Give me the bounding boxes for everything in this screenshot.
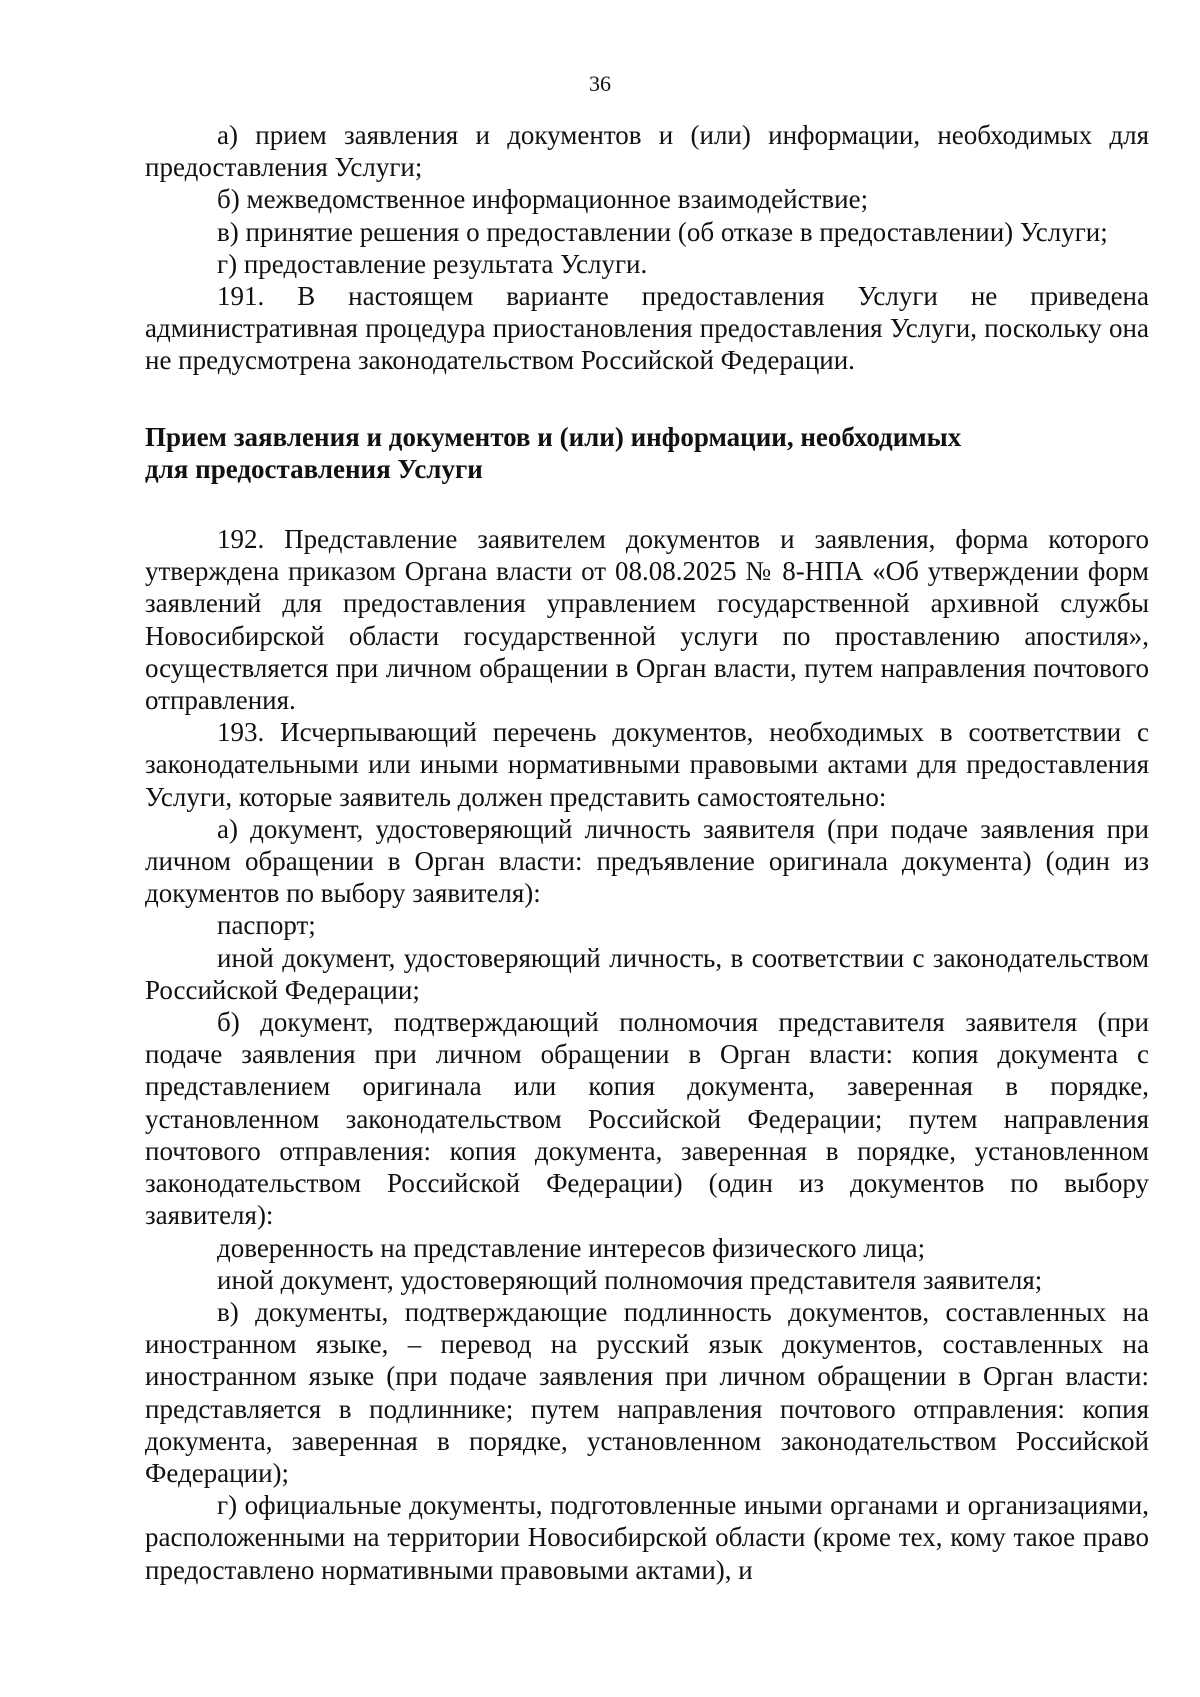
paragraph-192: 192. Представление заявителем документов и заявления, форма которого утверждена приказом Органа власти от 08.08.2025 № 8-НПА «Об утверждении форм заявлений для предоставления управлением государственной архивной службы Новосибирской области государственной услуги по проставлению апостиля», осуществляется при личном обращении в Орган власти, путем направления почтового отправления. (145, 524, 1149, 716)
section-heading (145, 421, 1149, 485)
paragraph-193-item-g: г) официальные документы, подготовленные иными органами и организациями, расположенными на территории Новосибирской области (кроме тех, кому такое право предоставлено нормативными правовыми актами), и (145, 1490, 1149, 1585)
paragraph-passport: паспорт; (217, 910, 316, 941)
section-heading-line-2: для предоставления Услуги (145, 453, 483, 484)
paragraph-193-item-v: в) документы, подтверждающие подлинность документов, составленных на иностранном языке, – перевод на русский язык документов, составленных на иностранном языке (при подаче заявления при личном обращении в Орган власти: представляется в подлиннике; путем направления почтового отправления: копия документа, заверенная в порядке, установленном законодательством Российской Федерации); (145, 1296, 1149, 1488)
paragraph-191: 191. В настоящем варианте предоставления Услуги не приведена административная процедура приостановления предоставления Услуги, поскольку она не предусмотрена законодательством Российской Федерации. (145, 281, 1149, 376)
paragraph-item-v: в) принятие решения о предоставлении (об отказе в предоставлении) Услуги; (217, 216, 1108, 247)
paragraph-item-a: а) прием заявления и документов и (или) информации, необходимых для предоставления Услуги; (145, 120, 1149, 183)
paragraph-power-of-attorney: доверенность на представление интересов физического лица; (217, 1232, 926, 1263)
paragraph-193-item-b: б) документ, подтверждающий полномочия представителя заявителя (при подаче заявления при личном обращении в Орган власти: копия документа с представлением оригинала или копия документа, заверенная в порядке, установленном законодательством Российской Федерации; путем направления почтового отправления: копия документа, заверенная в порядке, установленном законодательством Российской Федерации) (один из документов по выбору заявителя): (145, 1007, 1149, 1231)
paragraph-other-id-document: иной документ, удостоверяющий личность, в соответствии с законодательством Российской Федерации; (145, 942, 1149, 1005)
paragraph-other-authority-document: иной документ, удостоверяющий полномочия представителя заявителя; (217, 1264, 1043, 1295)
section-heading-line-1: Прием заявления и документов и (или) информации, необходимых (145, 421, 962, 452)
document-body (145, 119, 1149, 1586)
paragraph-item-b: б) межведомственное информационное взаимодействие; (217, 184, 869, 215)
page-number: 36 (589, 71, 611, 96)
paragraph-193: 193. Исчерпывающий перечень документов, необходимых в соответствии с законодательными или иными нормативными правовыми актами для предоставления Услуги, которые заявитель должен представить самостоятельно: (145, 717, 1149, 812)
paragraph-193-item-a: а) документ, удостоверяющий личность заявителя (при подаче заявления при личном обращении в Орган власти: предъявление оригинала документа) (один из документов по выбору заявителя): (145, 813, 1149, 909)
paragraph-item-g: г) предоставление результата Услуги. (217, 248, 648, 279)
